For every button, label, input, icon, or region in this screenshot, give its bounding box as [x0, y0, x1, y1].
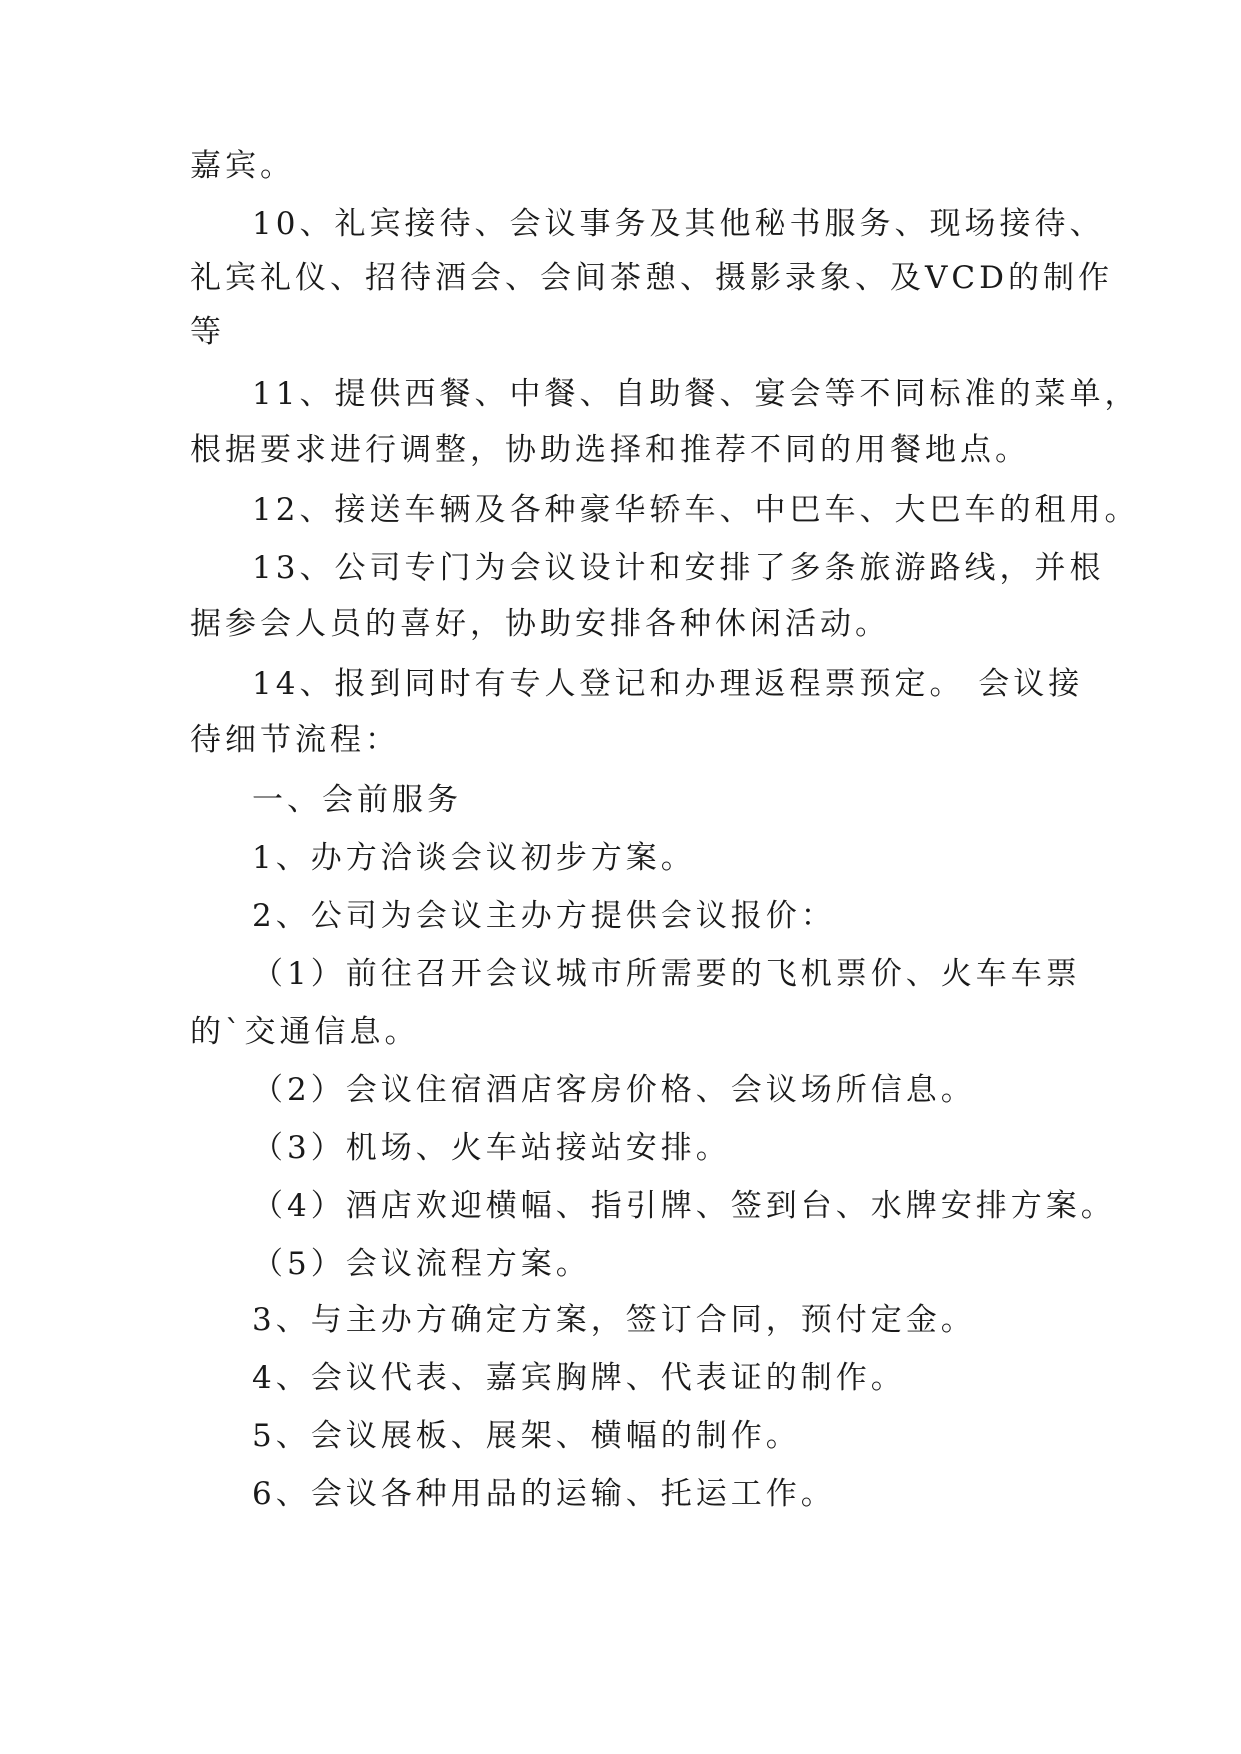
text-line: 的`交通信息。 — [190, 1014, 420, 1050]
text-line: 等 — [190, 314, 225, 350]
text-line: （1）前往召开会议城市所需要的飞机票价、火车车票 — [252, 956, 1081, 992]
text-line: （2）会议住宿酒店客房价格、会议场所信息。 — [252, 1072, 976, 1108]
text-line: 礼宾礼仪、招待酒会、会间茶憩、摄影录象、及VCD的制作 — [190, 260, 1113, 296]
text-line: 根据要求进行调整，协助选择和推荐不同的用餐地点。 — [190, 432, 1030, 468]
text-line: 待细节流程： — [190, 722, 400, 758]
text-line: 据参会人员的喜好，协助安排各种休闲活动。 — [190, 606, 890, 642]
text-line: 13、公司专门为会议设计和安排了多条旅游路线，并根 — [252, 550, 1105, 586]
text-line: （3）机场、火车站接站安排。 — [252, 1130, 731, 1166]
text-line: 12、接送车辆及各种豪华轿车、中巴车、大巴车的租用。 — [252, 492, 1140, 528]
text-line: 6、会议各种用品的运输、托运工作。 — [252, 1476, 836, 1512]
text-line: 5、会议展板、展架、横幅的制作。 — [252, 1418, 801, 1454]
text-line: 嘉宾。 — [190, 148, 295, 184]
text-line: 4、会议代表、嘉宾胸牌、代表证的制作。 — [252, 1360, 906, 1396]
section-heading: 一、会前服务 — [252, 782, 462, 818]
text-line: 14、报到同时有专人登记和办理返程票预定。 会议接 — [252, 666, 1084, 702]
text-line: 2、公司为会议主办方提供会议报价： — [252, 898, 836, 934]
text-line: （5）会议流程方案。 — [252, 1246, 591, 1282]
text-line: 1、办方洽谈会议初步方案。 — [252, 840, 696, 876]
text-line: 3、与主办方确定方案，签订合同，预付定金。 — [252, 1302, 976, 1338]
text-line: 11、提供西餐、中餐、自助餐、宴会等不同标准的菜单， — [252, 376, 1140, 412]
text-line: （4）酒店欢迎横幅、指引牌、签到台、水牌安排方案。 — [252, 1188, 1116, 1224]
text-line: 10、礼宾接待、会议事务及其他秘书服务、现场接待、 — [252, 206, 1105, 242]
